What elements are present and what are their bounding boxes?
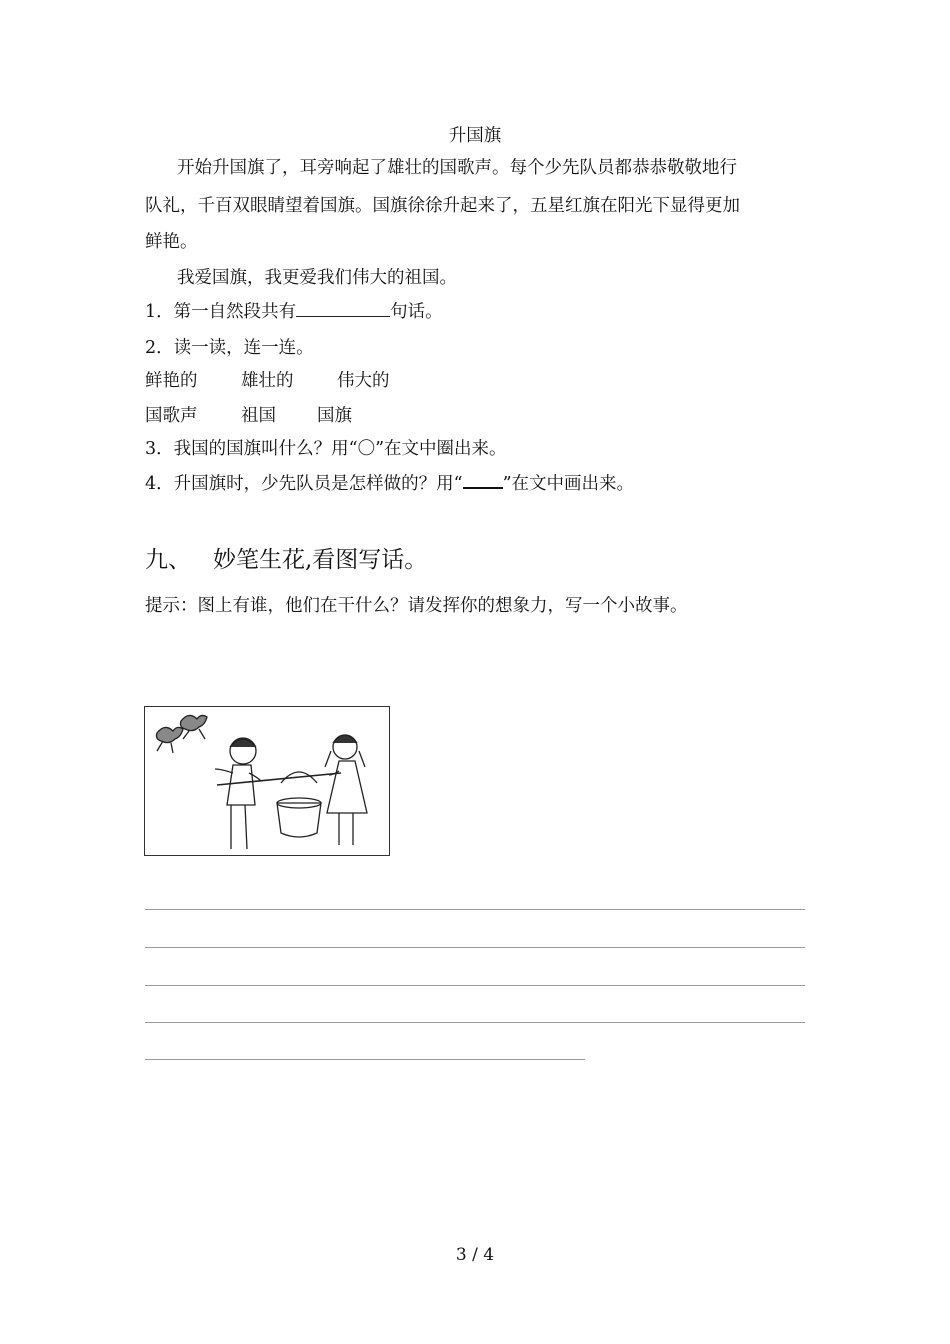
bucket-icon	[277, 772, 321, 837]
writing-hint: 提示：图上有谁，他们在干什么？请发挥你的想象力，写一个小故事。	[145, 596, 688, 616]
answer-blank[interactable]	[296, 300, 390, 317]
page-number: 3 / 4	[455, 1245, 495, 1265]
match-word[interactable]: 鲜艳的	[145, 371, 198, 391]
paragraph-1-line-3: 鲜艳。	[145, 232, 198, 252]
bird-icon	[157, 727, 184, 753]
question-1-text: 1．第一自然段共有	[145, 302, 297, 322]
question-4	[145, 472, 634, 496]
match-word[interactable]: 祖国	[241, 406, 276, 426]
paragraph-1-line-1: 开始升国旗了，耳旁响起了雄壮的国歌声。每个少先队员都恭恭敬敬地行	[177, 158, 737, 178]
question-1	[145, 300, 443, 324]
question-3: 3．我国的国旗叫什么？用“〇”在文中圈出来。	[145, 439, 507, 459]
underline-sample	[463, 473, 503, 489]
match-word[interactable]: 国旗	[317, 406, 352, 426]
section-title: 妙笔生花,看图写话。	[213, 547, 428, 573]
reading-title: 升国旗	[448, 126, 502, 146]
question-2: 2．读一读，连一连。	[145, 338, 314, 358]
illustration-children-carrying-bucket	[144, 706, 390, 856]
match-row-bottom	[145, 404, 352, 428]
match-word[interactable]: 雄壮的	[241, 371, 294, 391]
question-4-text: 4．升国旗时，少先队员是怎样做的？用“	[145, 474, 463, 494]
question-1-suffix: 句话。	[390, 302, 443, 322]
match-word[interactable]: 国歌声	[145, 406, 198, 426]
paragraph-1-line-2: 队礼，千百双眼睛望着国旗。国旗徐徐升起来了，五星红旗在阳光下显得更加	[145, 196, 740, 216]
match-row-top	[145, 369, 390, 393]
writing-line[interactable]	[145, 985, 805, 986]
section-9-heading	[145, 541, 427, 574]
question-4-suffix: ”在文中画出来。	[502, 474, 635, 494]
section-number: 九、	[145, 547, 191, 573]
writing-line[interactable]	[145, 1022, 805, 1023]
match-word[interactable]: 伟大的	[337, 371, 390, 391]
writing-line[interactable]	[145, 947, 805, 948]
boy-figure	[215, 738, 261, 849]
bird-icon	[181, 715, 208, 739]
writing-line[interactable]	[145, 909, 805, 910]
writing-line[interactable]	[145, 1059, 585, 1060]
girl-figure	[325, 735, 367, 845]
illustration-drawing	[145, 707, 389, 855]
paragraph-2: 我爱国旗，我更爱我们伟大的祖国。	[177, 268, 457, 288]
